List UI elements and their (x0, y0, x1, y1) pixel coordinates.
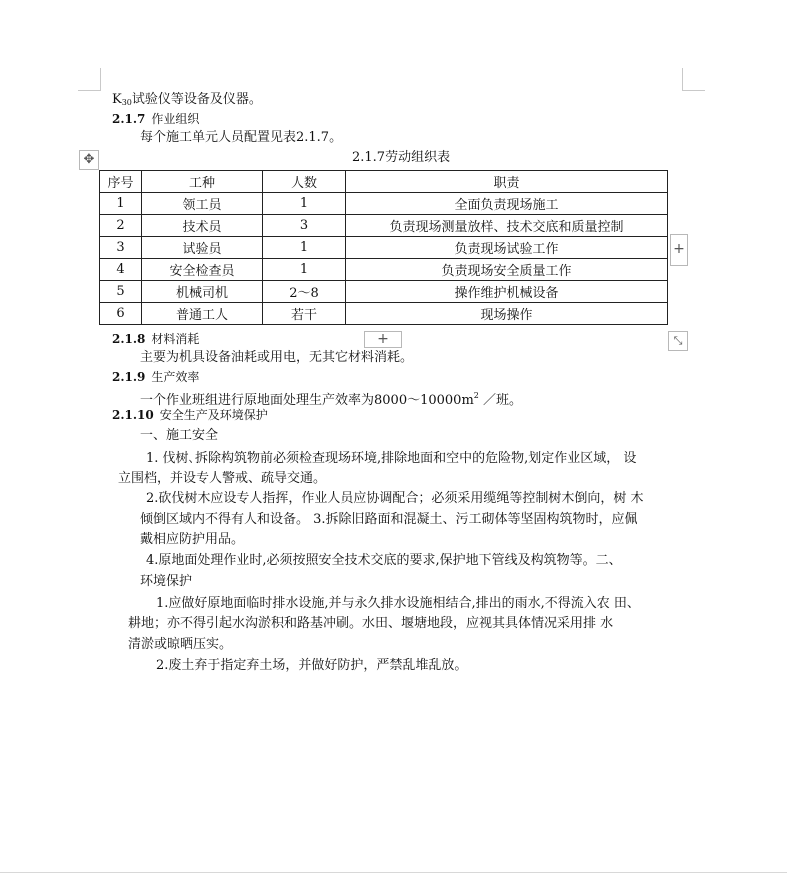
table-cell[interactable]: 操作维护机械设备 (346, 281, 668, 303)
body-line: 戴相应防护用品。 (140, 532, 245, 547)
paragraph-2-1-7: 每个施工单元人员配置见表2.1.7。 (140, 130, 343, 145)
equipment-k: K (112, 92, 122, 107)
table-cell[interactable]: 1 (263, 193, 346, 215)
table-cell[interactable]: 1 (263, 237, 346, 259)
table-cell[interactable]: 6 (100, 303, 142, 325)
body-line: 4.原地面处理作业时,必须按照安全技术交底的要求,保护地下管线及构筑物等。二、 (146, 553, 622, 568)
table-row (100, 237, 668, 259)
equipment-k-subscript: 30 (121, 98, 132, 107)
body-line: 清淤或晾晒压实。 (128, 637, 233, 652)
heading-2-1-9 (112, 368, 199, 386)
body-line: 1.应做好原地面临时排水设施,并与永久排水设施相结合,排出的雨水,不得流入农 田、 (156, 596, 640, 611)
heading-2-1-7-title: 作业组织 (151, 112, 200, 126)
table-cell[interactable]: 1 (100, 193, 142, 215)
square-meter-superscript: 2 (473, 391, 479, 400)
heading-2-1-7-number: 2.1.7 (112, 112, 146, 126)
body-line: 1. 伐树､拆除构筑物前必须检查现场环境,排除地面和空中的危险物,划定作业区域， 设 (146, 451, 637, 466)
page-bottom-edge (0, 872, 787, 873)
add-row-button[interactable]: + (364, 331, 402, 348)
heading-2-1-9-number: 2.1.9 (112, 370, 146, 384)
table-cell[interactable]: 安全检查员 (142, 259, 263, 281)
header-job-type[interactable]: 工种 (142, 171, 263, 193)
heading-2-1-7 (112, 110, 199, 128)
table-cell[interactable]: 1 (263, 259, 346, 281)
table-cell[interactable]: 普通工人 (142, 303, 263, 325)
header-index[interactable]: 序号 (100, 171, 142, 193)
table-cell[interactable]: 负责现场安全质量工作 (346, 259, 668, 281)
table-row (100, 303, 668, 325)
body-line: 耕地；亦不得引起水沟淤积和路基冲刷。水田、堰塘地段，应视其具体情况采用排 水 (128, 616, 614, 631)
heading-2-1-8 (112, 330, 199, 348)
table-header-row (100, 171, 668, 193)
paragraph-2-1-9-text: 一个作业班组进行原地面处理生产效率为8000～10000m (140, 393, 474, 408)
table-cell[interactable]: 试验员 (142, 237, 263, 259)
header-duties[interactable]: 职责 (346, 171, 668, 193)
paragraph-2-1-8: 主要为机具设备油耗或用电，无其它材料消耗。 (140, 350, 414, 365)
table-cell[interactable]: 3 (100, 237, 142, 259)
heading-2-1-10-number: 2.1.10 (112, 408, 154, 422)
table-cell[interactable]: 领工员 (142, 193, 263, 215)
heading-2-1-9-title: 生产效率 (151, 370, 200, 384)
page-corner-mark-top-right (682, 68, 705, 91)
table-row (100, 215, 668, 237)
labor-organization-table (99, 170, 668, 325)
page-corner-mark-top-left (78, 68, 101, 91)
table-row (100, 281, 668, 303)
table-cell[interactable]: 负责现场测量放样、技术交底和质量控制 (346, 215, 668, 237)
table-row (100, 259, 668, 281)
table-cell[interactable]: 现场操作 (346, 303, 668, 325)
paragraph-2-1-9-end: ／班。 (478, 393, 523, 408)
header-headcount[interactable]: 人数 (263, 171, 346, 193)
body-line: 2.废土弃于指定弃土场，并做好防护，严禁乱堆乱放。 (156, 658, 468, 673)
table-cell[interactable]: 3 (263, 215, 346, 237)
add-column-button[interactable]: + (670, 234, 688, 266)
table-cell[interactable]: 负责现场试验工作 (346, 237, 668, 259)
heading-2-1-8-title: 材料消耗 (151, 332, 200, 346)
table-cell[interactable]: 机械司机 (142, 281, 263, 303)
table-resize-icon[interactable]: ⤡ (668, 331, 688, 351)
table-cell[interactable]: 全面负责现场施工 (346, 193, 668, 215)
table-row (100, 193, 668, 215)
table-move-icon[interactable]: ✥ (79, 150, 99, 170)
body-line: 倾倒区域内不得有人和设备。 3.拆除旧路面和混凝土、污工砌体等坚固构筑物时，应佩 (140, 512, 638, 527)
table-cell[interactable]: 技术员 (142, 215, 263, 237)
table-cell[interactable]: 2～8 (263, 281, 346, 303)
table-caption: 2.1.7劳动组织表 (352, 150, 451, 165)
body-line: 2.砍伐树木应设专人指挥，作业人员应协调配合；必须采用缆绳等控制树木倒向，树 木 (146, 491, 644, 506)
equipment-rest: 试验仪等设备及仪器。 (131, 92, 262, 107)
heading-2-1-8-number: 2.1.8 (112, 332, 146, 346)
table-cell[interactable]: 若干 (263, 303, 346, 325)
table-cell[interactable]: 4 (100, 259, 142, 281)
safety-heading: 一、施工安全 (140, 428, 219, 443)
body-line: 环境保护 (140, 574, 193, 589)
heading-2-1-10 (112, 406, 268, 424)
table-cell[interactable]: 2 (100, 215, 142, 237)
equipment-line (112, 91, 262, 112)
body-line: 立围档，并设专人警戒、疏导交通。 (118, 471, 327, 486)
table-cell[interactable]: 5 (100, 281, 142, 303)
heading-2-1-10-title: 安全生产及环境保护 (159, 408, 268, 422)
